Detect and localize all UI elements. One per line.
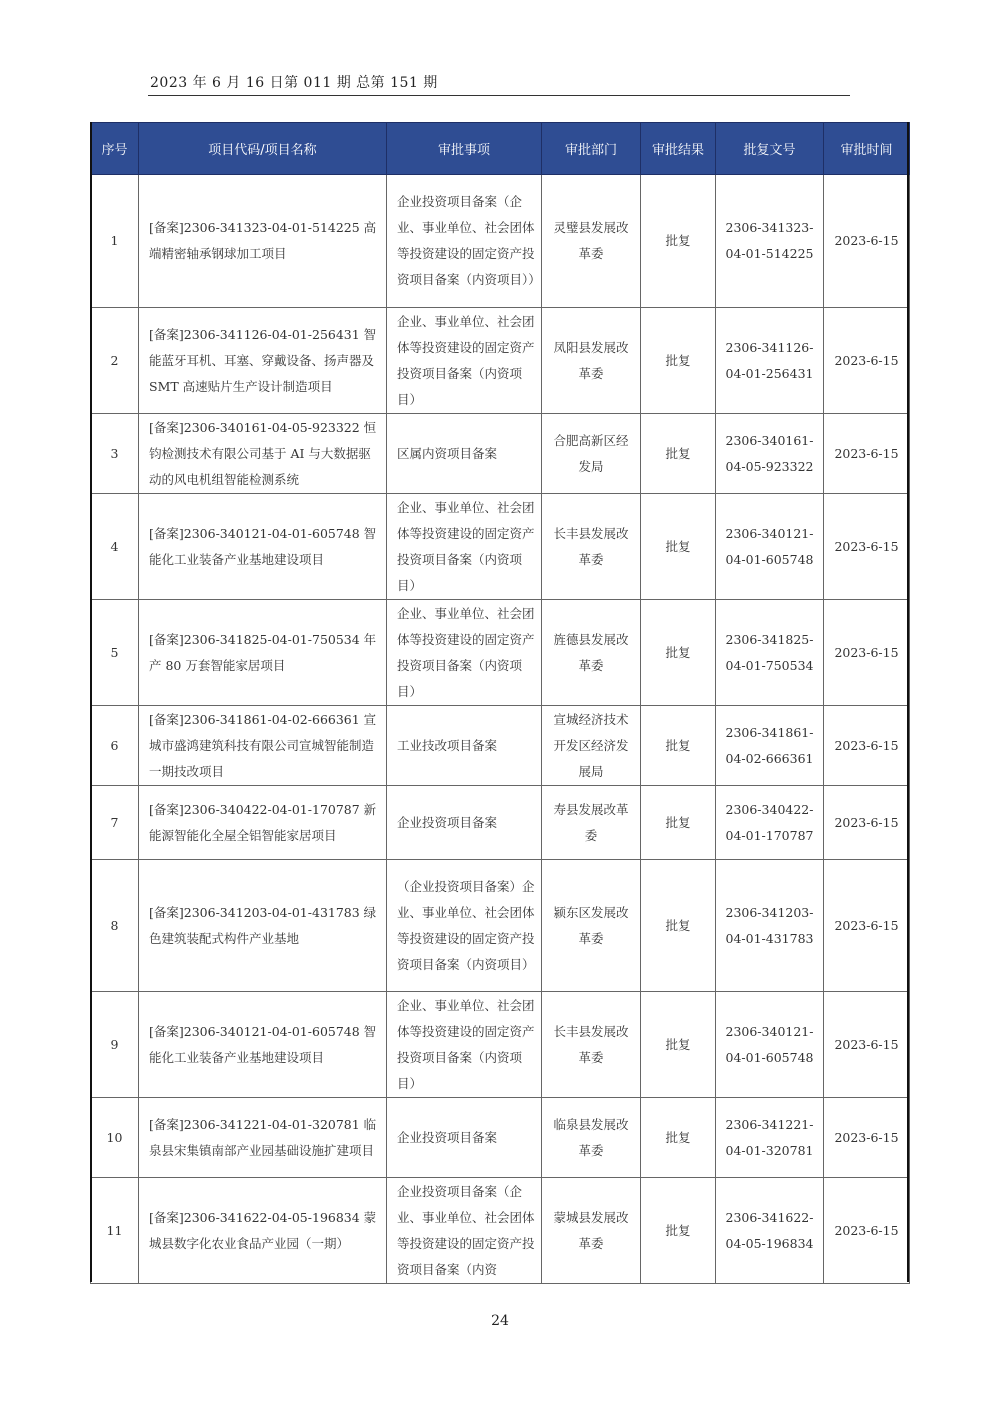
cell-project: [备案]2306-340121-04-01-605748 智能化工业装备产业基地建设项目 — [139, 494, 387, 600]
cell-no: 5 — [91, 600, 139, 706]
cell-result: 批复 — [641, 1178, 716, 1284]
cell-project: [备案]2306-340422-04-01-170787 新能源智能化全屋全铝智能家居项目 — [139, 786, 387, 860]
header-divider — [148, 95, 850, 96]
cell-date: 2023-6-15 — [824, 175, 910, 308]
cell-date: 2023-6-15 — [824, 308, 910, 414]
cell-result: 批复 — [641, 308, 716, 414]
page-number: 24 — [491, 1313, 509, 1329]
cell-no: 4 — [91, 494, 139, 600]
cell-dept: 颍东区发展改革委 — [542, 860, 641, 992]
cell-result: 批复 — [641, 494, 716, 600]
table-header-row — [91, 123, 910, 175]
cell-item: （企业投资项目备案）企业、事业单位、社会团体等投资建设的固定资产投资项目备案（内资项目） — [387, 860, 542, 992]
cell-doc: 2306-341622-04-05-196834 — [716, 1178, 824, 1284]
cell-project: [备案]2306-341221-04-01-320781 临泉县宋集镇南部产业园基础设施扩建项目 — [139, 1098, 387, 1178]
column-header-result: 审批结果 — [641, 123, 716, 175]
cell-project: [备案]2306-341126-04-01-256431 智能蓝牙耳机、耳塞、穿戴设备、扬声器及 SMT 高速贴片生产设计制造项目 — [139, 308, 387, 414]
approval-table — [90, 122, 910, 1284]
cell-date: 2023-6-15 — [824, 1098, 910, 1178]
cell-item: 企业投资项目备案（企业、事业单位、社会团体等投资建设的固定资产投资项目备案（内资 — [387, 1178, 542, 1284]
cell-doc: 2306-340121-04-01-605748 — [716, 494, 824, 600]
cell-result: 批复 — [641, 1098, 716, 1178]
cell-item: 企业投资项目备案 — [387, 786, 542, 860]
cell-item: 工业技改项目备案 — [387, 706, 542, 786]
cell-no: 6 — [91, 706, 139, 786]
cell-result: 批复 — [641, 600, 716, 706]
table-row — [91, 414, 910, 494]
cell-doc: 2306-341861-04-02-666361 — [716, 706, 824, 786]
table-row — [91, 786, 910, 860]
cell-date: 2023-6-15 — [824, 706, 910, 786]
column-header-item: 审批事项 — [387, 123, 542, 175]
cell-item: 企业、事业单位、社会团体等投资建设的固定资产投资项目备案（内资项目） — [387, 992, 542, 1098]
cell-dept: 灵璧县发展改革委 — [542, 175, 641, 308]
cell-result: 批复 — [641, 414, 716, 494]
cell-no: 3 — [91, 414, 139, 494]
column-header-date: 审批时间 — [824, 123, 910, 175]
cell-project: [备案]2306-340121-04-01-605748 智能化工业装备产业基地建设项目 — [139, 992, 387, 1098]
column-header-no: 序号 — [91, 123, 139, 175]
cell-doc: 2306-341221-04-01-320781 — [716, 1098, 824, 1178]
cell-date: 2023-6-15 — [824, 494, 910, 600]
table-row — [91, 494, 910, 600]
cell-dept: 长丰县发展改革委 — [542, 992, 641, 1098]
cell-date: 2023-6-15 — [824, 1178, 910, 1284]
cell-item: 企业、事业单位、社会团体等投资建设的固定资产投资项目备案（内资项目） — [387, 308, 542, 414]
cell-no: 11 — [91, 1178, 139, 1284]
cell-item: 企业、事业单位、社会团体等投资建设的固定资产投资项目备案（内资项目） — [387, 600, 542, 706]
table-row — [91, 600, 910, 706]
table-row — [91, 175, 910, 308]
table-row — [91, 706, 910, 786]
cell-result: 批复 — [641, 860, 716, 992]
cell-result: 批复 — [641, 786, 716, 860]
table-row — [91, 860, 910, 992]
cell-date: 2023-6-15 — [824, 860, 910, 992]
cell-no: 2 — [91, 308, 139, 414]
cell-result: 批复 — [641, 706, 716, 786]
cell-doc: 2306-340161-04-05-923322 — [716, 414, 824, 494]
table-frame-left — [90, 122, 92, 1282]
column-header-doc: 批复文号 — [716, 123, 824, 175]
table-row — [91, 308, 910, 414]
cell-dept: 凤阳县发展改革委 — [542, 308, 641, 414]
cell-project: [备案]2306-340161-04-05-923322 恒钧检测技术有限公司基于 AI 与大数据驱动的风电机组智能检测系统 — [139, 414, 387, 494]
cell-doc: 2306-341825-04-01-750534 — [716, 600, 824, 706]
cell-project: [备案]2306-341323-04-01-514225 高端精密轴承钢球加工项目 — [139, 175, 387, 308]
cell-no: 7 — [91, 786, 139, 860]
cell-dept: 寿县发展改革委 — [542, 786, 641, 860]
cell-dept: 合肥高新区经发局 — [542, 414, 641, 494]
cell-date: 2023-6-15 — [824, 992, 910, 1098]
cell-project: [备案]2306-341861-04-02-666361 宣城市盛鸿建筑科技有限公司宣城智能制造一期技改项目 — [139, 706, 387, 786]
cell-dept: 蒙城县发展改革委 — [542, 1178, 641, 1284]
cell-dept: 旌德县发展改革委 — [542, 600, 641, 706]
column-header-dept: 审批部门 — [542, 123, 641, 175]
cell-doc: 2306-341323-04-01-514225 — [716, 175, 824, 308]
cell-doc: 2306-340422-04-01-170787 — [716, 786, 824, 860]
cell-project: [备案]2306-341203-04-01-431783 绿色建筑装配式构件产业基地 — [139, 860, 387, 992]
table-frame-right — [907, 122, 909, 1282]
cell-dept: 临泉县发展改革委 — [542, 1098, 641, 1178]
cell-result: 批复 — [641, 175, 716, 308]
cell-doc: 2306-341126-04-01-256431 — [716, 308, 824, 414]
cell-no: 10 — [91, 1098, 139, 1178]
table-row — [91, 992, 910, 1098]
cell-project: [备案]2306-341825-04-01-750534 年产 80 万套智能家居项目 — [139, 600, 387, 706]
cell-doc: 2306-341203-04-01-431783 — [716, 860, 824, 992]
cell-dept: 长丰县发展改革委 — [542, 494, 641, 600]
cell-doc: 2306-340121-04-01-605748 — [716, 992, 824, 1098]
column-header-project: 项目代码/项目名称 — [139, 123, 387, 175]
cell-result: 批复 — [641, 992, 716, 1098]
cell-no: 8 — [91, 860, 139, 992]
cell-item: 企业投资项目备案（企业、事业单位、社会团体等投资建设的固定资产投资项目备案（内资项目）） — [387, 175, 542, 308]
cell-item: 企业、事业单位、社会团体等投资建设的固定资产投资项目备案（内资项目） — [387, 494, 542, 600]
cell-no: 9 — [91, 992, 139, 1098]
cell-dept: 宣城经济技术开发区经济发展局 — [542, 706, 641, 786]
cell-no: 1 — [91, 175, 139, 308]
cell-date: 2023-6-15 — [824, 600, 910, 706]
cell-project: [备案]2306-341622-04-05-196834 蒙城县数字化农业食品产业园（一期） — [139, 1178, 387, 1284]
cell-date: 2023-6-15 — [824, 414, 910, 494]
cell-item: 企业投资项目备案 — [387, 1098, 542, 1178]
issue-header: 2023 年 6 月 16 日第 011 期 总第 151 期 — [150, 75, 438, 91]
table-row — [91, 1098, 910, 1178]
table-row — [91, 1178, 910, 1284]
cell-date: 2023-6-15 — [824, 786, 910, 860]
cell-item: 区属内资项目备案 — [387, 414, 542, 494]
